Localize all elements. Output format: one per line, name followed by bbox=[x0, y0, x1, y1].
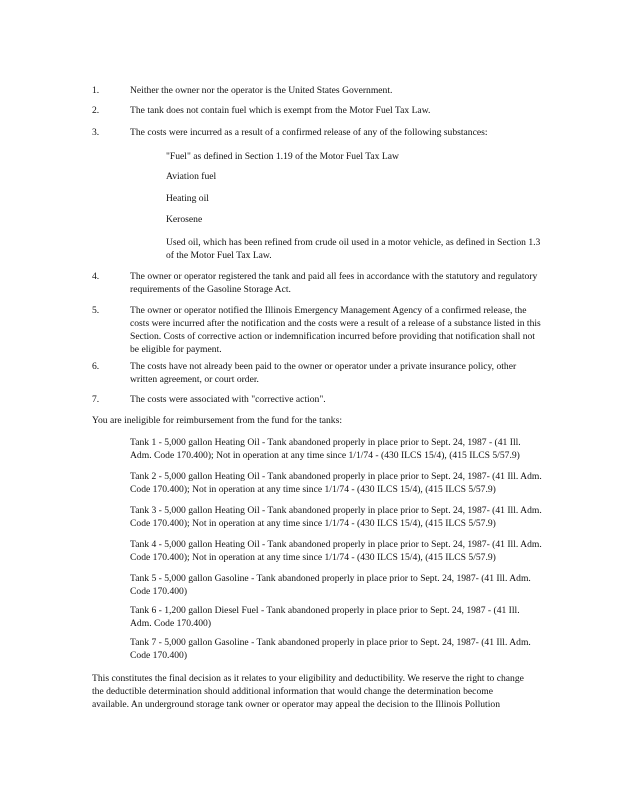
list-number: 6. bbox=[92, 361, 100, 372]
tank-entry: Tank 3 - 5,000 gallon Heating Oil - Tank abandoned properly in place prior to Sept. 24, 1987- (41 Ill. Adm. Code 170.400); Not in operation at any time since 1/1/74 - (430 ILCS 15/4), (415 ILCS 5/57.9) bbox=[130, 505, 542, 529]
substance-item: Kerosene bbox=[166, 214, 203, 225]
tank-entry: Tank 5 - 5,000 gallon Gasoline - Tank abandoned properly in place prior to Sept. 24, 1987- (41 Ill. Adm. Code 170.400) bbox=[130, 573, 531, 597]
list-text: The costs have not already been paid to the owner or operator under a private insurance policy, other written agreement, or court order. bbox=[130, 361, 517, 385]
substance-item: "Fuel" as defined in Section 1.19 of the Motor Fuel Tax Law bbox=[166, 151, 399, 162]
closing-paragraph: This constitutes the final decision as it relates to your eligibility and deductibility. We reserve the right to change the deductible determination should additional information that would change the determination become available. An underground storage tank owner or operator may appeal the decision to the Illinois Pollution bbox=[92, 673, 524, 710]
list-number: 3. bbox=[92, 127, 100, 138]
list-number: 2. bbox=[92, 105, 100, 116]
list-text: The owner or operator notified the Illinois Emergency Management Agency of a confirmed release, the costs were incurred after the notification and the costs were a result of a release of a substance listed in this Section. Costs of corrective action or indemnification incurred before providing that notification shall not be eligible for payment. bbox=[130, 305, 541, 355]
substance-item: Used oil, which has been refined from crude oil used in a motor vehicle, as defined in Section 1.3 of the Motor Fuel Tax Law. bbox=[166, 237, 541, 261]
list-number: 4. bbox=[92, 271, 100, 282]
list-number: 7. bbox=[92, 394, 100, 405]
list-text: Neither the owner nor the operator is the United States Government. bbox=[130, 85, 393, 96]
ineligible-intro: You are ineligible for reimbursement from the fund for the tanks: bbox=[92, 415, 342, 426]
list-text: The owner or operator registered the tank and paid all fees in accordance with the statutory and regulatory requirements of the Gasoline Storage Act. bbox=[130, 271, 538, 295]
tank-entry: Tank 6 - 1,200 gallon Diesel Fuel - Tank abandoned properly in place prior to Sept. 24, 1987 - (41 Ill. Adm. Code 170.400) bbox=[130, 605, 520, 629]
tank-entry: Tank 4 - 5,000 gallon Heating Oil - Tank abandoned properly in place prior to Sept. 24, 1987- (41 Ill. Adm. Code 170.400); Not in operation at any time since 1/1/74 - (430 ILCS 15/4), (415 ILCS 5/57.9) bbox=[130, 539, 542, 563]
list-text: The tank does not contain fuel which is exempt from the Motor Fuel Tax Law. bbox=[130, 105, 431, 116]
substance-item: Heating oil bbox=[166, 193, 209, 204]
list-text: The costs were associated with "corrective action". bbox=[130, 394, 326, 405]
tank-entry: Tank 7 - 5,000 gallon Gasoline - Tank abandoned properly in place prior to Sept. 24, 1987- (41 Ill. Adm. Code 170.400) bbox=[130, 637, 531, 661]
tank-entry: Tank 2 - 5,000 gallon Heating Oil - Tank abandoned properly in place prior to Sept. 24, 1987- (41 Ill. Adm. Code 170.400); Not in operation at any time since 1/1/74 - (430 ILCS 15/4), (415 ILCS 5/57.9) bbox=[130, 471, 542, 495]
list-number: 1. bbox=[92, 85, 100, 96]
tank-entry: Tank 1 - 5,000 gallon Heating Oil - Tank abandoned properly in place prior to Sept. 24, 1987 - (41 Ill. Adm. Code 170.400); Not in operation at any time since 1/1/74 - (430 ILCS 15/4), (415 ILCS 5/57.9) bbox=[130, 437, 521, 461]
list-text: The costs were incurred as a result of a confirmed release of any of the following substances: bbox=[130, 127, 488, 138]
list-number: 5. bbox=[92, 305, 100, 316]
substance-item: Aviation fuel bbox=[166, 171, 217, 182]
